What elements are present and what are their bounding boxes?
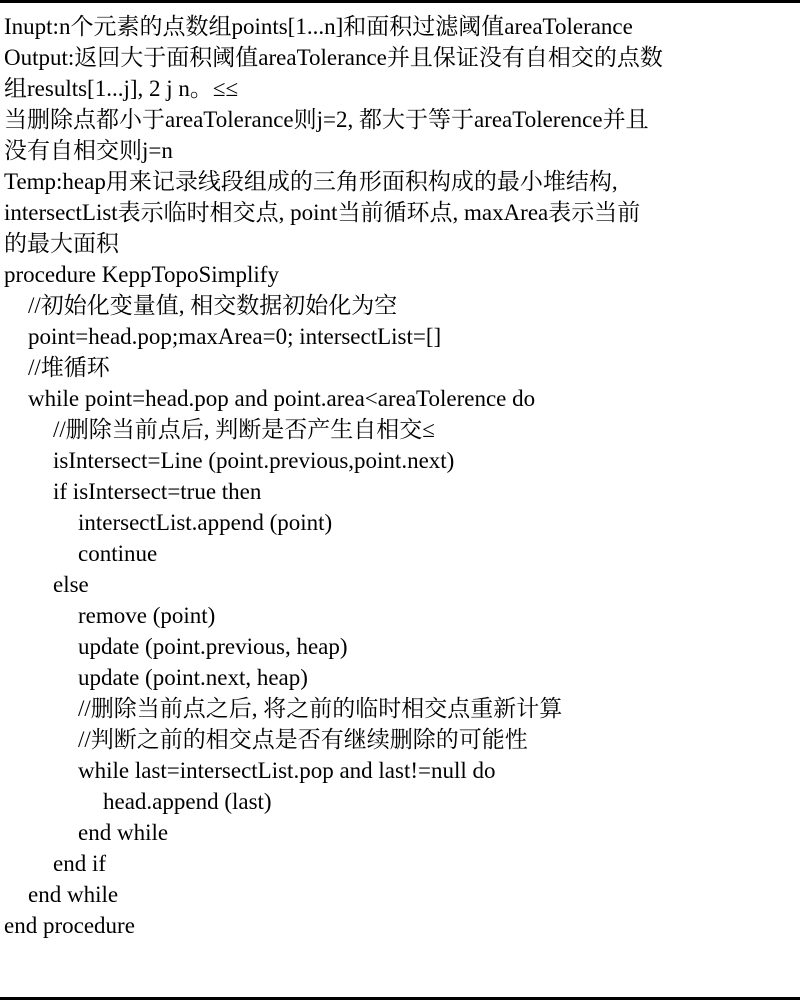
algorithm-line: isIntersect=Line (point.previous,point.next) <box>53 448 455 473</box>
algorithm-line: while last=intersectList.pop and last!=null do <box>78 758 496 783</box>
algorithm-line: procedure KeppTopoSimplify <box>4 262 279 287</box>
algorithm-line: end procedure <box>4 913 135 938</box>
algorithm-listing <box>4 11 800 941</box>
algorithm-line: continue <box>78 541 158 566</box>
algorithm-line: //删除当前点之后, 将之前的临时相交点重新计算 <box>78 696 563 721</box>
algorithm-line: //堆循环 <box>28 355 110 380</box>
algorithm-line: remove (point) <box>78 603 216 628</box>
algorithm-line: Inupt:n个元素的点数组points[1...n]和面积过滤阈值areaTolerance <box>4 14 633 39</box>
algorithm-line: 当删除点都小于areaTolerance则j=2, 都大于等于areaTolerence并且 <box>4 107 649 132</box>
algorithm-line: Output:返回大于面积阈值areaTolerance并且保证没有自相交的点数 <box>4 45 663 70</box>
algorithm-line: while point=head.pop and point.area<areaTolerence do <box>28 386 536 411</box>
algorithm-line: if isIntersect=true then <box>53 479 262 504</box>
algorithm-line: //判断之前的相交点是否有继续删除的可能性 <box>78 727 528 752</box>
algorithm-line: end if <box>53 851 107 876</box>
algorithm-line: point=head.pop;maxArea=0; intersectList=[] <box>28 324 442 349</box>
algorithm-line: 组results[1...j], 2 j n。≤≤ <box>4 76 239 101</box>
algorithm-line: intersectList.append (point) <box>78 510 333 535</box>
algorithm-line: else <box>53 572 89 597</box>
algorithm-line: //初始化变量值, 相交数据初始化为空 <box>28 293 398 318</box>
algorithm-line: Temp:heap用来记录线段组成的三角形面积构成的最小堆结构, <box>4 169 618 194</box>
algorithm-line: head.append (last) <box>103 789 272 814</box>
algorithm-line: intersectList表示临时相交点, point当前循环点, maxArea表示当前 <box>4 200 641 225</box>
algorithm-line: update (point.previous, heap) <box>78 634 348 659</box>
algorithm-line: //删除当前点后, 判断是否产生自相交≤ <box>53 417 435 442</box>
algorithm-line: 的最大面积 <box>4 231 119 256</box>
algorithm-line: end while <box>78 820 169 845</box>
algorithm-line: 没有自相交则j=n <box>4 138 173 163</box>
algorithm-line: end while <box>28 882 119 907</box>
algorithm-line: update (point.next, heap) <box>78 665 308 690</box>
